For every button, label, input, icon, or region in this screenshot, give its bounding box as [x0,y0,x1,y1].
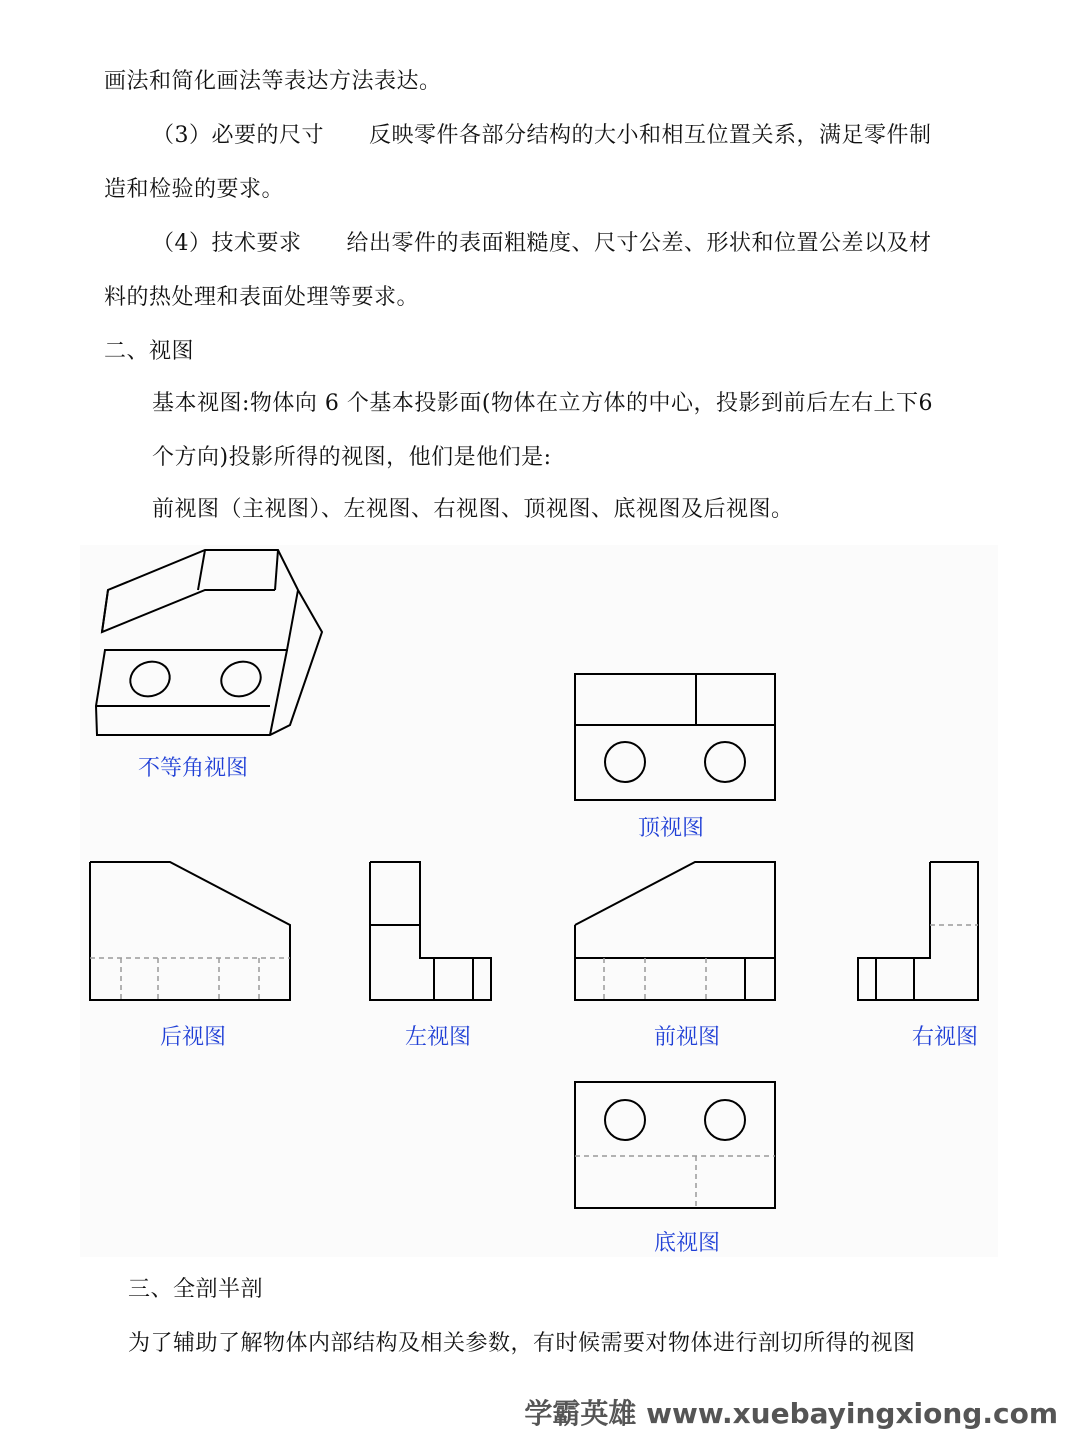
caption-left-view: 左视图 [405,1025,472,1050]
right-view-drawing [858,862,978,1000]
top-view-drawing [575,674,775,800]
section-heading: 三、全剖半剖 [128,1277,264,1302]
caption-front-view: 前视图 [654,1025,721,1050]
paragraph-line: （3）必要的尺寸 反映零件各部分结构的大小和相互位置关系，满足零件制 [152,123,932,148]
footer-watermark: 学霸英雄 www.xuebayingxiong.com [524,1397,1058,1430]
paragraph-line: （4）技术要求 给出零件的表面粗糙度、尺寸公差、形状和位置公差以及材 [152,231,932,256]
isometric-view-drawing [96,550,322,735]
paragraph-line: 基本视图:物体向 6 个基本投影面(物体在立方体的中心，投影到前后左右上下6 [152,391,933,416]
paragraph-line: 前视图（主视图）、左视图、右视图、顶视图、底视图及后视图。 [152,497,794,522]
caption-top-view: 顶视图 [638,816,705,841]
paragraph-line: 造和检验的要求。 [104,177,285,202]
bottom-view-drawing [575,1082,775,1208]
caption-right-view: 右视图 [912,1025,979,1050]
paragraph-line: 画法和简化画法等表达方法表达。 [104,69,442,94]
caption-bottom-view: 底视图 [654,1231,721,1256]
paragraph-line: 个方向)投影所得的视图，他们是他们是: [152,445,552,470]
front-view-drawing [575,862,775,1000]
back-view-drawing [90,862,290,1000]
left-view-drawing [370,862,491,1000]
caption-back-view: 后视图 [160,1025,227,1050]
section-heading: 二、视图 [104,339,195,364]
caption-isometric: 不等角视图 [138,756,249,781]
paragraph-line: 为了辅助了解物体内部结构及相关参数，有时候需要对物体进行剖切所得的视图 [128,1331,916,1356]
paragraph-line: 料的热处理和表面处理等要求。 [104,285,420,310]
